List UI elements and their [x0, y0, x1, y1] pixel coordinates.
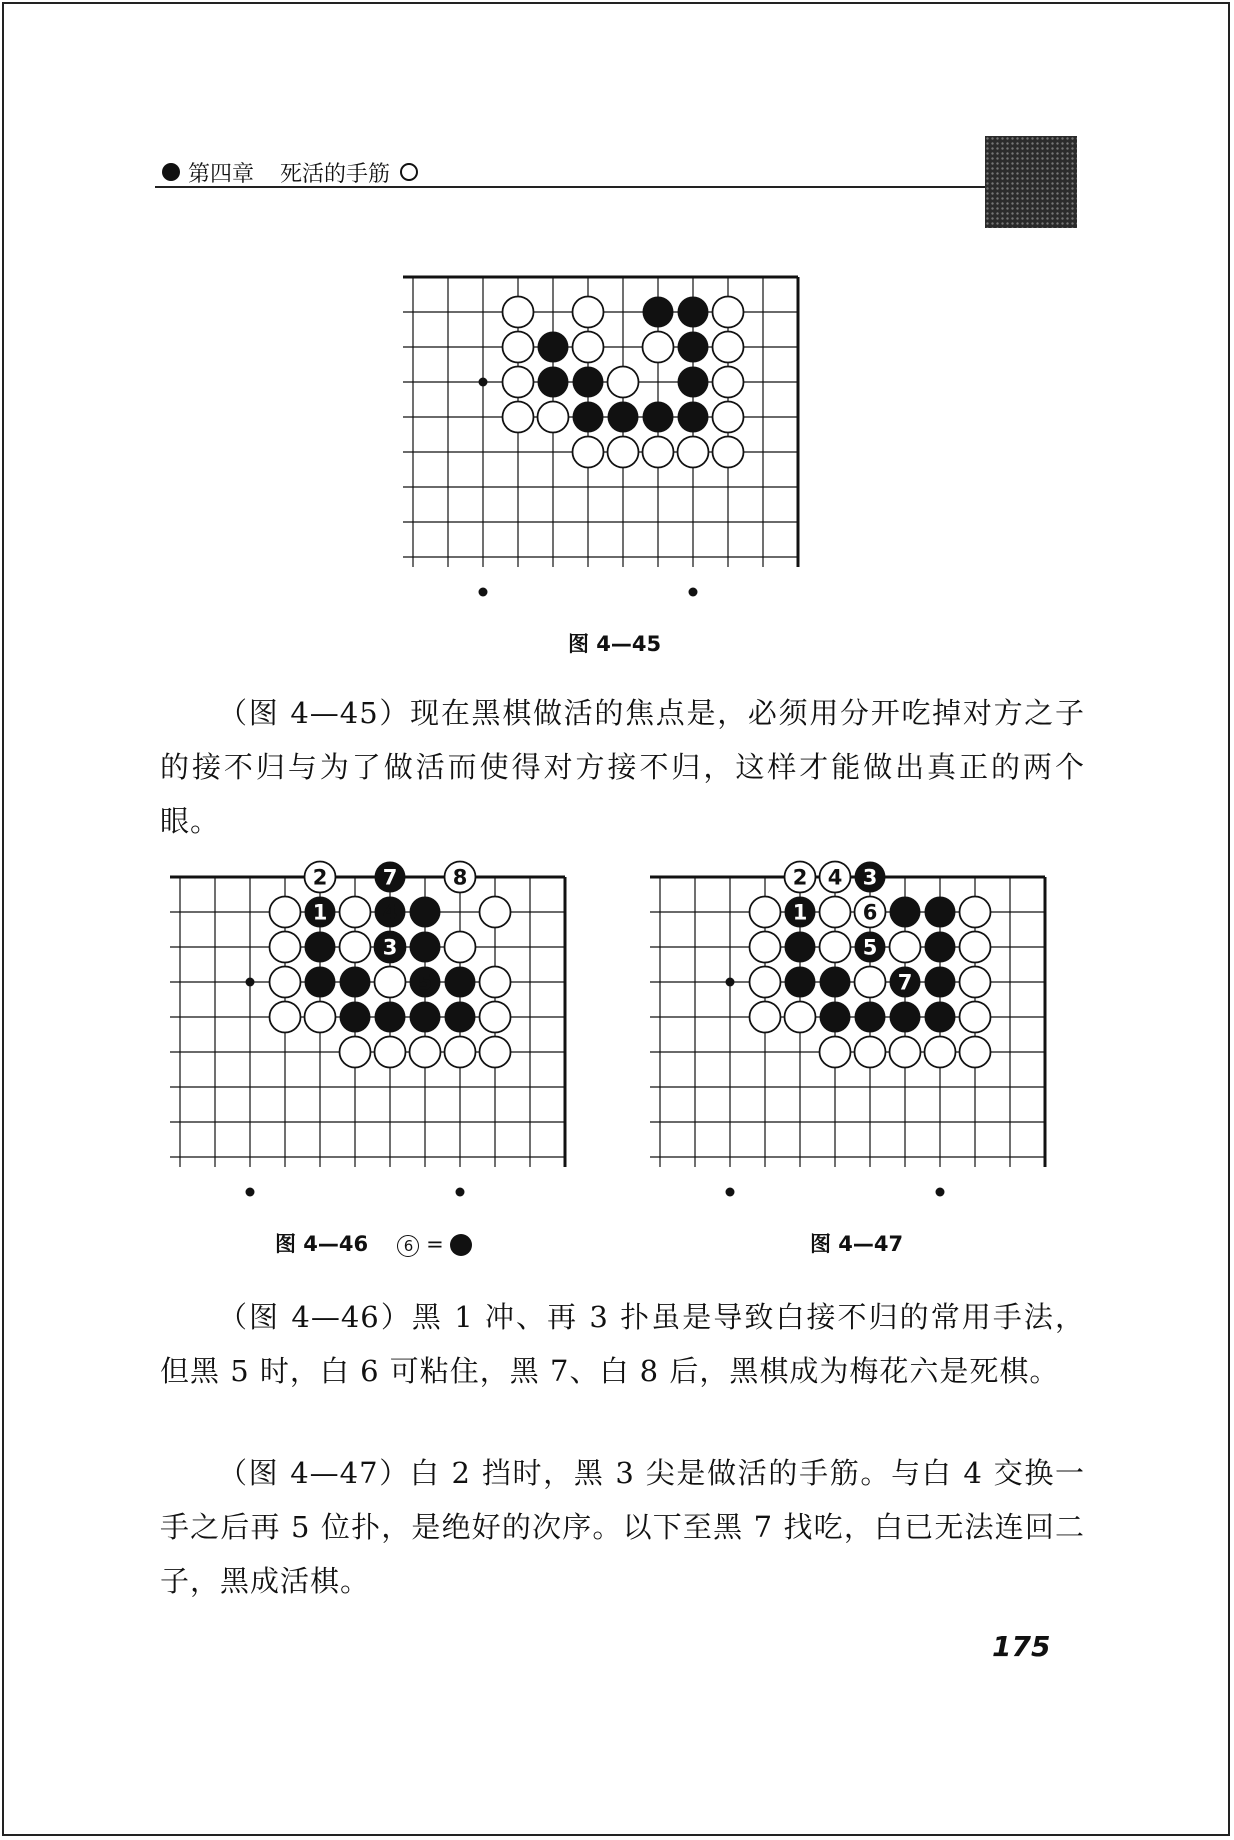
white-stone — [713, 402, 744, 433]
white-stone — [855, 1037, 886, 1068]
black-stone — [538, 332, 569, 363]
white-stone — [375, 967, 406, 998]
black-stone — [678, 297, 709, 328]
black-stone — [820, 1002, 851, 1033]
black-stone — [410, 932, 441, 963]
move-number: 5 — [862, 935, 878, 960]
white-stone — [750, 967, 781, 998]
black-stone — [925, 967, 956, 998]
figure-caption: 图 4—45 — [568, 632, 662, 656]
white-stone — [503, 297, 534, 328]
move-number: 4 — [827, 865, 843, 890]
move-number: 7 — [897, 970, 913, 995]
white-stone — [820, 897, 851, 928]
star-point — [726, 978, 735, 987]
star-point — [246, 978, 255, 987]
white-stone — [573, 332, 604, 363]
white-stone — [713, 332, 744, 363]
move-number: 3 — [862, 865, 878, 890]
black-stone — [855, 1002, 886, 1033]
white-stone — [643, 332, 674, 363]
white-stone — [340, 932, 371, 963]
black-stone-icon — [450, 1234, 472, 1256]
move-number: 1 — [792, 900, 808, 925]
black-stone — [608, 402, 639, 433]
header-rule — [155, 186, 990, 188]
move-number: 4 — [382, 900, 398, 925]
page-number: 175 — [992, 1630, 1051, 1663]
white-stone — [925, 1037, 956, 1068]
move-number: 2 — [792, 865, 808, 890]
white-stone — [750, 1002, 781, 1033]
move-number: 6 — [862, 900, 878, 925]
star-point — [246, 1188, 255, 1197]
black-stone — [445, 967, 476, 998]
white-stone — [608, 437, 639, 468]
white-six-icon: 6 — [397, 1235, 419, 1257]
black-stone — [820, 967, 851, 998]
paragraph-fig-4-46: （图 4—46）黑 1 冲、再 3 扑虽是导致白接不归的常用手法，但黑 5 时，白 6 可粘住，黑 7、白 8 后，黑棋成为梅花六是死棋。 — [160, 1300, 1085, 1388]
black-stone — [305, 932, 336, 963]
white-stone — [960, 897, 991, 928]
white-stone — [503, 402, 534, 433]
white-stone — [305, 1002, 336, 1033]
white-stone — [573, 297, 604, 328]
black-stone — [890, 897, 921, 928]
black-stone — [890, 1002, 921, 1033]
black-stone — [538, 367, 569, 398]
black-stone — [305, 967, 336, 998]
white-stone — [713, 297, 744, 328]
white-stone — [785, 1002, 816, 1033]
black-stone — [445, 1002, 476, 1033]
white-stone — [890, 932, 921, 963]
go-board-fig-4-45 — [405, 272, 815, 612]
white-stone — [820, 932, 851, 963]
white-stone — [480, 1037, 511, 1068]
white-stone — [410, 1037, 441, 1068]
white-stone — [445, 932, 476, 963]
equivalence-note: 6 = — [397, 1232, 472, 1256]
white-stone — [960, 1037, 991, 1068]
star-point — [479, 588, 488, 597]
black-stone — [375, 1002, 406, 1033]
star-point — [689, 588, 698, 597]
go-board-fig-4-47 — [652, 865, 1062, 1212]
black-stone — [573, 367, 604, 398]
white-stone — [820, 1037, 851, 1068]
white-stone — [480, 1002, 511, 1033]
white-stone — [960, 1002, 991, 1033]
white-stone — [960, 932, 991, 963]
paragraph-fig-4-47: （图 4—47）白 2 挡时，黑 3 尖是做活的手筋。与白 4 交换一手之后再 5 位扑，是绝好的次序。以下至黑 7 找吃，白已无法连回二子，黑成活棋。 — [160, 1456, 1085, 1598]
black-stone — [678, 367, 709, 398]
white-stone — [445, 1037, 476, 1068]
white-stone — [750, 932, 781, 963]
figure-caption: 图 4—46 6 = — [275, 1228, 472, 1258]
white-stone — [270, 897, 301, 928]
star-point — [936, 1188, 945, 1197]
star-point — [456, 1188, 465, 1197]
black-stone — [643, 297, 674, 328]
move-number: 8 — [452, 865, 468, 890]
figure-caption: 图 4—47 — [810, 1232, 904, 1256]
white-stone — [713, 437, 744, 468]
white-stone — [270, 967, 301, 998]
white-stone — [503, 367, 534, 398]
white-stone — [503, 332, 534, 363]
black-stone — [573, 402, 604, 433]
header-corner-block — [985, 136, 1077, 228]
move-number: 1 — [312, 900, 328, 925]
white-stone — [480, 967, 511, 998]
white-stone — [538, 402, 569, 433]
move-number: 7 — [382, 865, 398, 890]
star-point — [479, 378, 488, 387]
black-stone — [925, 1002, 956, 1033]
star-point — [726, 1188, 735, 1197]
black-stone — [678, 332, 709, 363]
white-stone — [480, 897, 511, 928]
white-stone-icon — [400, 163, 418, 181]
black-stone — [785, 932, 816, 963]
white-stone — [340, 1037, 371, 1068]
black-stone — [785, 967, 816, 998]
white-stone — [750, 897, 781, 928]
white-stone — [270, 1002, 301, 1033]
move-number: 3 — [382, 935, 398, 960]
black-stone — [678, 402, 709, 433]
black-stone — [340, 1002, 371, 1033]
paragraph-fig-4-45: （图 4—45）现在黑棋做活的焦点是，必须用分开吃掉对方之子的接不归与为了做活而使得对方接不归，这样才能做出真正的两个眼。 — [160, 696, 1085, 838]
white-stone — [643, 437, 674, 468]
go-board-fig-4-46 — [172, 865, 582, 1212]
black-stone — [925, 897, 956, 928]
black-stone-icon — [162, 163, 180, 181]
white-stone — [960, 967, 991, 998]
move-number: 2 — [312, 865, 328, 890]
black-stone — [410, 897, 441, 928]
white-stone — [340, 897, 371, 928]
black-stone — [410, 1002, 441, 1033]
white-stone — [890, 1037, 921, 1068]
black-stone — [643, 402, 674, 433]
white-stone — [270, 932, 301, 963]
white-stone — [713, 367, 744, 398]
black-stone — [925, 932, 956, 963]
white-stone — [678, 437, 709, 468]
white-stone — [375, 1037, 406, 1068]
white-stone — [855, 967, 886, 998]
chapter-label: 第四章 — [188, 161, 255, 187]
white-stone — [573, 437, 604, 468]
running-header — [162, 155, 418, 189]
black-stone — [340, 967, 371, 998]
move-number: 5 — [417, 970, 433, 995]
chapter-title: 死活的手筋 — [280, 161, 391, 187]
white-stone — [608, 367, 639, 398]
